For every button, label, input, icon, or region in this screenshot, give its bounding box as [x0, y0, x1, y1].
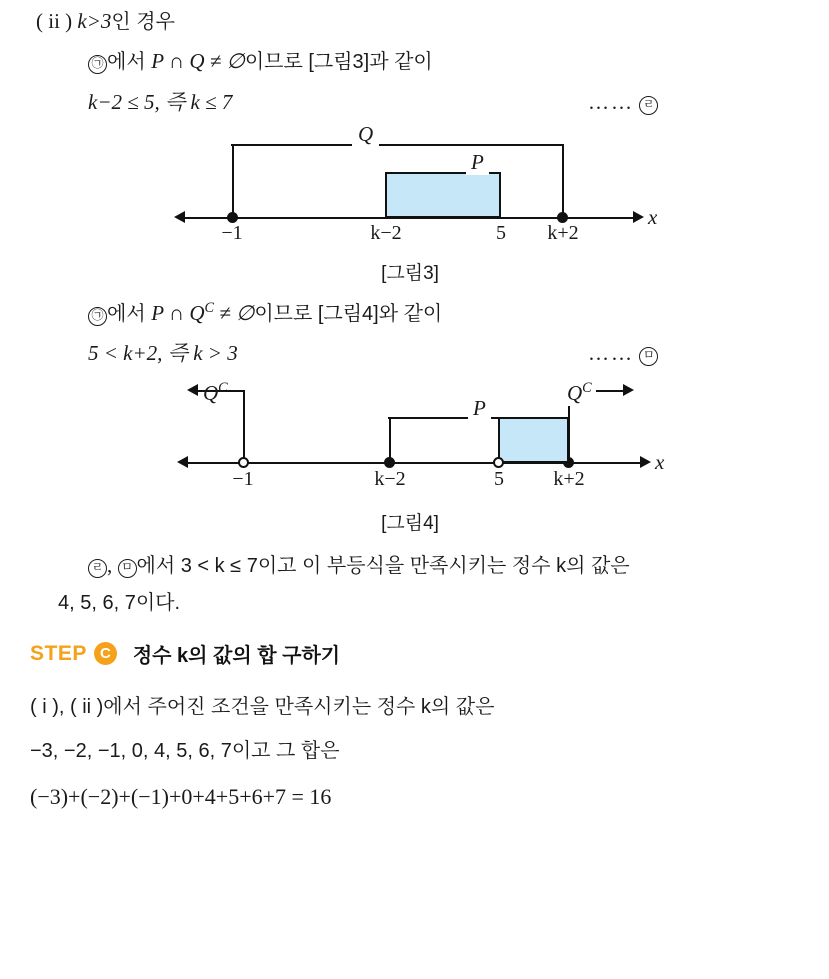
step-label: STEP	[30, 641, 87, 665]
circled-mark-rieul-1: ㄹ	[639, 96, 658, 115]
case-ii-heading	[36, 8, 175, 35]
case-ii-line-2	[88, 89, 232, 116]
circled-mark-mieum-2: ㅁ	[118, 559, 137, 578]
figure-3-p-shaded-region	[385, 172, 501, 218]
figure-4-endpoint-5-open	[493, 457, 504, 468]
figure-4-qc-left-arrow	[187, 384, 198, 396]
line3-suffix: 이므로 [그림4]와 같이	[254, 303, 443, 325]
case-ii-conclusion-line-1	[88, 552, 630, 579]
figure-4-label-Qc-right-sup: C	[582, 380, 592, 396]
figure-4-label-Qc-left-sup: C	[218, 380, 228, 396]
figure-3-q-left-edge	[232, 144, 234, 218]
case-ii-line-3	[88, 299, 442, 327]
case-ii-label: ( ii )	[36, 9, 78, 33]
figure-4-tick-kminus2: k−2	[374, 468, 406, 490]
line3-prefix: 에서	[107, 303, 152, 325]
figure-3-axis-arrow-right	[633, 211, 644, 223]
case-ii-line-4-ref	[588, 340, 658, 367]
circled-mark-gieok: ㉠	[88, 55, 107, 74]
figure-3-axis-label-x: x	[648, 205, 658, 229]
circled-mark-mieum-1: ㅁ	[639, 347, 658, 366]
figure-4-axis-arrow-right	[640, 456, 651, 468]
figure-4-label-Qc-right: $Q^C$	[563, 380, 596, 406]
figure-3-tick-kplus2: k+2	[547, 222, 579, 244]
line1-expression: P ∩ Q ≠ ∅	[151, 49, 245, 73]
step-title: 정수 k의 값의 합 구하기	[132, 645, 341, 667]
case-ii-heading-suffix: 인 경우	[111, 11, 175, 33]
line4-dots: ……	[588, 341, 634, 365]
final-line-3: (−3)+(−2)+(−1)+0+4+5+6+7 = 16	[30, 784, 332, 809]
case-ii-conclusion-line-2: 4, 5, 6, 7이다.	[58, 592, 181, 614]
figure-4-endpoint-minus1-open	[238, 457, 249, 468]
figure-4-tick-minus1: −1	[232, 468, 254, 490]
final-line-2: −3, −2, −1, 0, 4, 5, 6, 7이고 그 합은	[30, 740, 340, 762]
figure-4-label-Qc-left: $Q^C$	[203, 380, 228, 405]
line2-dots: ……	[588, 90, 634, 114]
figure-4-axis-arrow-left	[177, 456, 188, 468]
line3-expression-tail: ≠ ∅	[214, 301, 255, 325]
figure-4-tick-kplus2: k+2	[553, 468, 585, 490]
figure-3-q-right-edge	[562, 144, 564, 218]
figure-3-tick-kminus2: k−2	[370, 222, 402, 244]
case-ii-line-2-ref	[588, 89, 658, 116]
figure-4-qc-left-edge	[243, 390, 245, 463]
figure-3-q-top-edge	[231, 144, 563, 146]
figure-4-label-P: P	[468, 396, 491, 421]
circled-mark-rieul-2: ㄹ	[88, 559, 107, 578]
conclusion-text: 에서 3 < k ≤ 7이고 이 부등식을 만족시키는 정수 k의 값은	[136, 555, 630, 577]
line1-suffix: 이므로 [그림3]과 같이	[244, 51, 433, 73]
line3-complement-sup: C	[204, 300, 214, 316]
figure-4-shaded-region	[498, 417, 569, 463]
figure-3-label-P: P	[466, 150, 489, 175]
case-ii-line-4	[88, 340, 238, 367]
final-line-1: ( i ), ( ii )에서 주어진 조건을 만족시키는 정수 k의 값은	[30, 696, 495, 718]
figure-3-label-Q: Q	[352, 122, 379, 147]
figure-4-caption: [그림4]	[381, 513, 439, 534]
figure-3-axis-arrow-left	[174, 211, 185, 223]
figure-4-tick-5: 5	[494, 468, 504, 490]
step-badge-c: C	[94, 642, 117, 665]
figure-3-tick-5: 5	[496, 222, 506, 244]
line2-inequality: k−2 ≤ 5, 즉 k ≤ 7	[88, 90, 233, 114]
circled-mark-gieok-2: ㉠	[88, 307, 107, 326]
figure-3-caption: [그림3]	[381, 263, 439, 284]
figure-4-qc-right-arrow	[623, 384, 634, 396]
case-ii-condition: k>3	[77, 9, 112, 33]
figure-3-tick-minus1: −1	[221, 222, 243, 244]
line1-prefix: 에서	[107, 51, 152, 73]
case-ii-line-1	[88, 48, 433, 75]
conclusion-comma: ,	[107, 553, 118, 577]
figure-4-axis-label-x: x	[655, 450, 665, 474]
line4-inequality: 5 < k+2, 즉 k > 3	[88, 341, 238, 365]
step-c-header	[30, 639, 340, 668]
figure-4-endpoint-kminus2	[384, 457, 395, 468]
line3-expression: P ∩ Q	[151, 301, 205, 325]
